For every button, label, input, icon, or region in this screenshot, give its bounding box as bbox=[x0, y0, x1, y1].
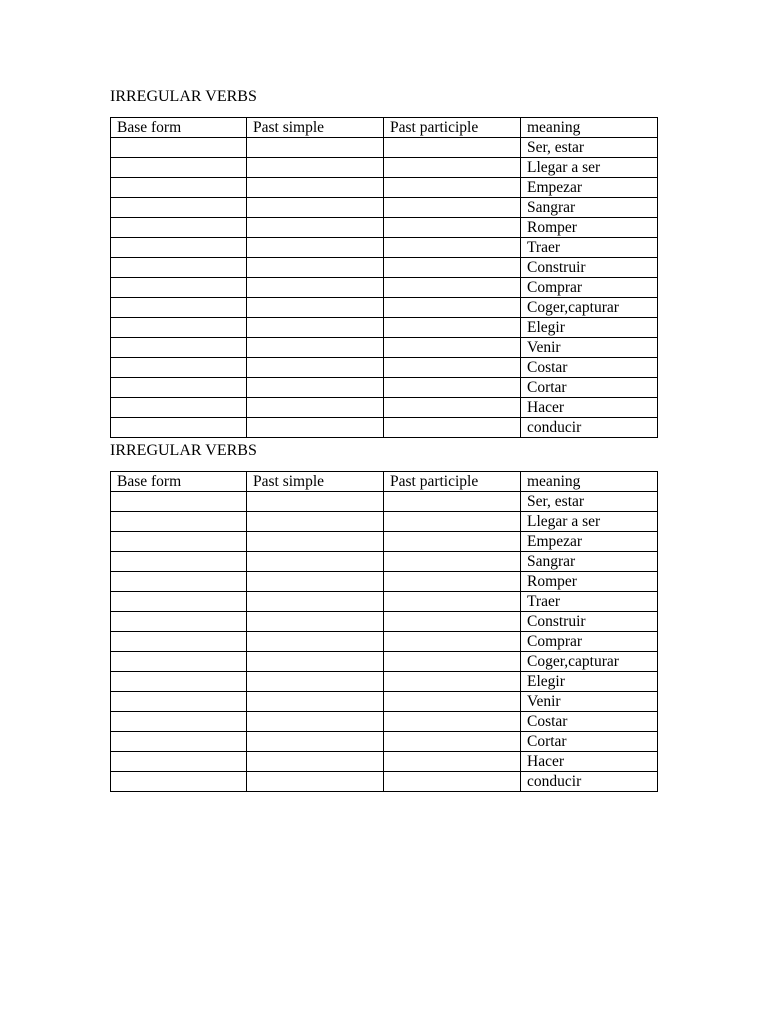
past-simple-cell[interactable] bbox=[247, 532, 384, 552]
meaning-cell: Empezar bbox=[521, 532, 658, 552]
base-form-cell[interactable] bbox=[111, 552, 247, 572]
meaning-cell: Costar bbox=[521, 712, 658, 732]
table-row bbox=[111, 418, 658, 438]
meaning-cell: Sangrar bbox=[521, 552, 658, 572]
header-meaning: meaning bbox=[521, 472, 658, 492]
past-simple-cell[interactable] bbox=[247, 158, 384, 178]
past-simple-cell[interactable] bbox=[247, 198, 384, 218]
past-simple-cell[interactable] bbox=[247, 278, 384, 298]
base-form-cell[interactable] bbox=[111, 772, 247, 792]
irregular-verbs-table bbox=[110, 471, 658, 792]
base-form-cell[interactable] bbox=[111, 338, 247, 358]
past-simple-cell[interactable] bbox=[247, 592, 384, 612]
table-row bbox=[111, 278, 658, 298]
meaning-cell: conducir bbox=[521, 418, 658, 438]
section-title: IRREGULAR VERBS bbox=[110, 442, 257, 459]
past-simple-cell[interactable] bbox=[247, 318, 384, 338]
past-participle-cell[interactable] bbox=[384, 712, 521, 732]
table-row bbox=[111, 318, 658, 338]
header-past-participle: Past participle bbox=[384, 472, 521, 492]
past-simple-cell[interactable] bbox=[247, 672, 384, 692]
past-participle-cell[interactable] bbox=[384, 552, 521, 572]
table-row bbox=[111, 492, 658, 512]
past-simple-cell[interactable] bbox=[247, 398, 384, 418]
table-row bbox=[111, 338, 658, 358]
header-past-simple: Past simple bbox=[247, 118, 384, 138]
meaning-cell: conducir bbox=[521, 772, 658, 792]
meaning-cell: Ser, estar bbox=[521, 492, 658, 512]
header-past-simple: Past simple bbox=[247, 472, 384, 492]
past-simple-cell[interactable] bbox=[247, 298, 384, 318]
table-row bbox=[111, 158, 658, 178]
past-simple-cell[interactable] bbox=[247, 772, 384, 792]
base-form-cell[interactable] bbox=[111, 358, 247, 378]
base-form-cell[interactable] bbox=[111, 398, 247, 418]
past-participle-cell[interactable] bbox=[384, 318, 521, 338]
past-participle-cell[interactable] bbox=[384, 492, 521, 512]
past-participle-cell[interactable] bbox=[384, 592, 521, 612]
past-simple-cell[interactable] bbox=[247, 338, 384, 358]
table-row bbox=[111, 572, 658, 592]
base-form-cell[interactable] bbox=[111, 158, 247, 178]
meaning-cell: Costar bbox=[521, 358, 658, 378]
base-form-cell[interactable] bbox=[111, 198, 247, 218]
table-row bbox=[111, 258, 658, 278]
base-form-cell[interactable] bbox=[111, 612, 247, 632]
meaning-cell: Romper bbox=[521, 218, 658, 238]
base-form-cell[interactable] bbox=[111, 378, 247, 398]
past-simple-cell[interactable] bbox=[247, 218, 384, 238]
base-form-cell[interactable] bbox=[111, 672, 247, 692]
past-simple-cell[interactable] bbox=[247, 258, 384, 278]
table-row bbox=[111, 592, 658, 612]
past-participle-cell[interactable] bbox=[384, 512, 521, 532]
past-participle-cell[interactable] bbox=[384, 652, 521, 672]
meaning-cell: Traer bbox=[521, 238, 658, 258]
past-simple-cell[interactable] bbox=[247, 652, 384, 672]
past-participle-cell[interactable] bbox=[384, 572, 521, 592]
past-participle-cell[interactable] bbox=[384, 178, 521, 198]
base-form-cell[interactable] bbox=[111, 692, 247, 712]
past-simple-cell[interactable] bbox=[247, 572, 384, 592]
meaning-cell: Sangrar bbox=[521, 198, 658, 218]
past-participle-cell[interactable] bbox=[384, 378, 521, 398]
table-row bbox=[111, 398, 658, 418]
past-simple-cell[interactable] bbox=[247, 238, 384, 258]
table-row bbox=[111, 732, 658, 752]
header-base-form: Base form bbox=[111, 472, 247, 492]
past-participle-cell[interactable] bbox=[384, 672, 521, 692]
past-simple-cell[interactable] bbox=[247, 552, 384, 572]
meaning-cell: Elegir bbox=[521, 318, 658, 338]
meaning-cell: Cortar bbox=[521, 378, 658, 398]
base-form-cell[interactable] bbox=[111, 652, 247, 672]
base-form-cell[interactable] bbox=[111, 712, 247, 732]
table-row bbox=[111, 652, 658, 672]
meaning-cell: Hacer bbox=[521, 398, 658, 418]
table-row bbox=[111, 532, 658, 552]
past-simple-cell[interactable] bbox=[247, 752, 384, 772]
past-participle-cell[interactable] bbox=[384, 258, 521, 278]
table-row bbox=[111, 358, 658, 378]
past-participle-cell[interactable] bbox=[384, 692, 521, 712]
past-participle-cell[interactable] bbox=[384, 532, 521, 552]
past-simple-cell[interactable] bbox=[247, 612, 384, 632]
table-row bbox=[111, 238, 658, 258]
table-row bbox=[111, 138, 658, 158]
past-participle-cell[interactable] bbox=[384, 218, 521, 238]
meaning-cell: Elegir bbox=[521, 672, 658, 692]
meaning-cell: Cortar bbox=[521, 732, 658, 752]
meaning-cell: Hacer bbox=[521, 752, 658, 772]
meaning-cell: Venir bbox=[521, 692, 658, 712]
past-simple-cell[interactable] bbox=[247, 358, 384, 378]
base-form-cell[interactable] bbox=[111, 258, 247, 278]
table-row bbox=[111, 512, 658, 532]
meaning-cell: Llegar a ser bbox=[521, 512, 658, 532]
meaning-cell: Traer bbox=[521, 592, 658, 612]
base-form-cell[interactable] bbox=[111, 592, 247, 612]
table-row bbox=[111, 692, 658, 712]
irregular-verbs-table bbox=[110, 117, 658, 438]
past-participle-cell[interactable] bbox=[384, 278, 521, 298]
section-title: IRREGULAR VERBS bbox=[110, 88, 257, 105]
past-participle-cell[interactable] bbox=[384, 358, 521, 378]
base-form-cell[interactable] bbox=[111, 572, 247, 592]
base-form-cell[interactable] bbox=[111, 218, 247, 238]
past-participle-cell[interactable] bbox=[384, 238, 521, 258]
past-participle-cell[interactable] bbox=[384, 398, 521, 418]
meaning-cell: Ser, estar bbox=[521, 138, 658, 158]
past-simple-cell[interactable] bbox=[247, 378, 384, 398]
past-simple-cell[interactable] bbox=[247, 692, 384, 712]
base-form-cell[interactable] bbox=[111, 178, 247, 198]
past-simple-cell[interactable] bbox=[247, 418, 384, 438]
base-form-cell[interactable] bbox=[111, 632, 247, 652]
past-simple-cell[interactable] bbox=[247, 712, 384, 732]
table-row bbox=[111, 672, 658, 692]
past-participle-cell[interactable] bbox=[384, 632, 521, 652]
past-simple-cell[interactable] bbox=[247, 732, 384, 752]
meaning-cell: Construir bbox=[521, 258, 658, 278]
table-header-row bbox=[111, 118, 658, 138]
past-simple-cell[interactable] bbox=[247, 492, 384, 512]
table-header-row bbox=[111, 472, 658, 492]
base-form-cell[interactable] bbox=[111, 138, 247, 158]
past-participle-cell[interactable] bbox=[384, 752, 521, 772]
base-form-cell[interactable] bbox=[111, 418, 247, 438]
meaning-cell: Llegar a ser bbox=[521, 158, 658, 178]
table-row bbox=[111, 752, 658, 772]
header-past-participle: Past participle bbox=[384, 118, 521, 138]
table-row bbox=[111, 772, 658, 792]
base-form-cell[interactable] bbox=[111, 318, 247, 338]
base-form-cell[interactable] bbox=[111, 732, 247, 752]
past-simple-cell[interactable] bbox=[247, 632, 384, 652]
past-participle-cell[interactable] bbox=[384, 298, 521, 318]
table-row bbox=[111, 712, 658, 732]
meaning-cell: Comprar bbox=[521, 632, 658, 652]
past-participle-cell[interactable] bbox=[384, 198, 521, 218]
base-form-cell[interactable] bbox=[111, 752, 247, 772]
past-participle-cell[interactable] bbox=[384, 732, 521, 752]
base-form-cell[interactable] bbox=[111, 492, 247, 512]
past-simple-cell[interactable] bbox=[247, 178, 384, 198]
meaning-cell: Construir bbox=[521, 612, 658, 632]
meaning-cell: Romper bbox=[521, 572, 658, 592]
base-form-cell[interactable] bbox=[111, 512, 247, 532]
table-row bbox=[111, 378, 658, 398]
base-form-cell[interactable] bbox=[111, 532, 247, 552]
base-form-cell[interactable] bbox=[111, 238, 247, 258]
table-row bbox=[111, 632, 658, 652]
meaning-cell: Coger,capturar bbox=[521, 652, 658, 672]
past-participle-cell[interactable] bbox=[384, 772, 521, 792]
table-row bbox=[111, 198, 658, 218]
past-participle-cell[interactable] bbox=[384, 612, 521, 632]
meaning-cell: Coger,capturar bbox=[521, 298, 658, 318]
table-row bbox=[111, 298, 658, 318]
header-base-form: Base form bbox=[111, 118, 247, 138]
past-participle-cell[interactable] bbox=[384, 338, 521, 358]
base-form-cell[interactable] bbox=[111, 278, 247, 298]
table-row bbox=[111, 218, 658, 238]
past-participle-cell[interactable] bbox=[384, 138, 521, 158]
header-meaning: meaning bbox=[521, 118, 658, 138]
table-row bbox=[111, 612, 658, 632]
meaning-cell: Comprar bbox=[521, 278, 658, 298]
past-simple-cell[interactable] bbox=[247, 512, 384, 532]
past-participle-cell[interactable] bbox=[384, 158, 521, 178]
past-simple-cell[interactable] bbox=[247, 138, 384, 158]
past-participle-cell[interactable] bbox=[384, 418, 521, 438]
meaning-cell: Venir bbox=[521, 338, 658, 358]
table-row bbox=[111, 178, 658, 198]
meaning-cell: Empezar bbox=[521, 178, 658, 198]
base-form-cell[interactable] bbox=[111, 298, 247, 318]
table-row bbox=[111, 552, 658, 572]
